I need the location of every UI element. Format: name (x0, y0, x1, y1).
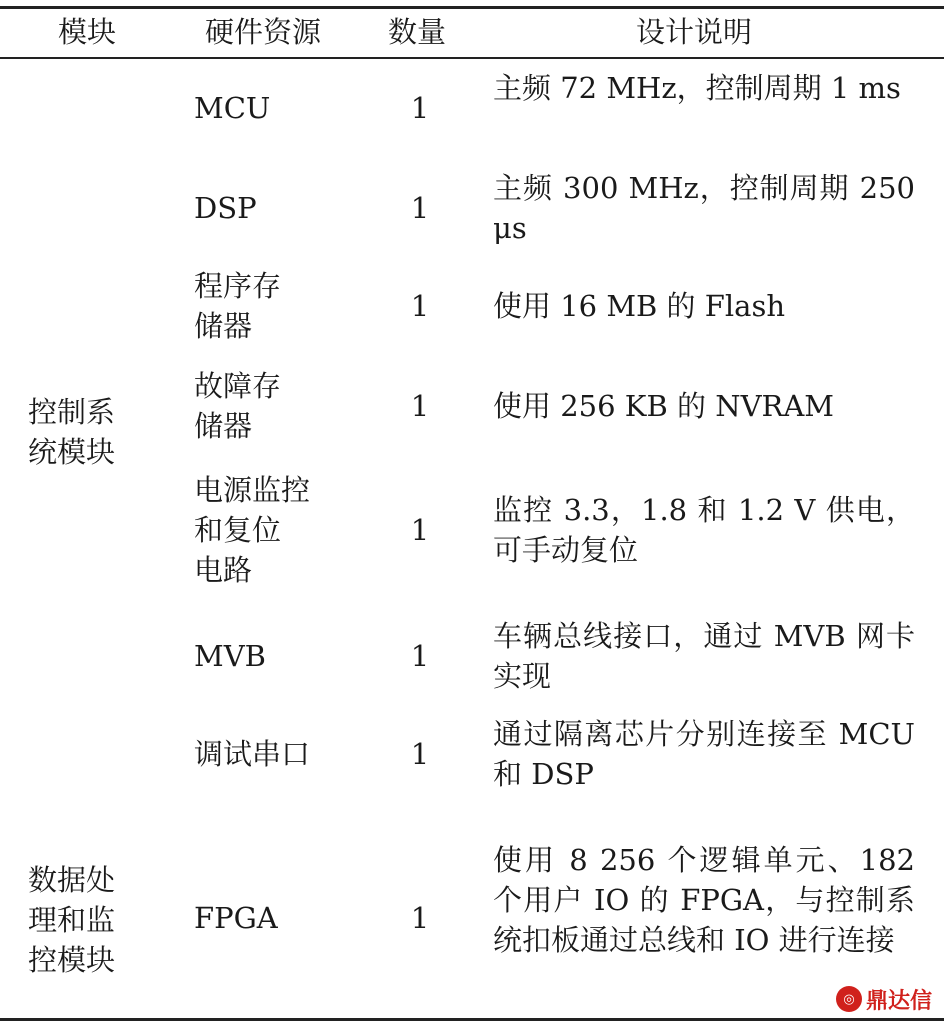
resource-cell: 电源监控 和复位 电路 (194, 473, 311, 587)
table-bottom-rule (0, 1018, 944, 1021)
quantity-cell: 1 (410, 389, 430, 423)
header-description: 设计说明 (636, 15, 753, 49)
description-cell: 监控 3.3，1.8 和 1.2 V 供电，可手动复位 (493, 493, 915, 567)
quantity-cell: 1 (410, 191, 430, 225)
table-top-rule (0, 6, 944, 9)
resource-cell: DSP (194, 191, 257, 225)
description-cell: 车辆总线接口，通过 MVB 网卡实现 (493, 619, 915, 693)
module-data-processing: 数据处 理和监 控模块 (28, 863, 116, 977)
resource-cell: 故障存 储器 (194, 369, 282, 443)
resource-cell: MVB (194, 639, 266, 673)
dingdaxin-logo-icon: ◎ (836, 986, 862, 1012)
quantity-cell: 1 (410, 639, 430, 673)
description-cell: 使用 16 MB 的 Flash (493, 289, 786, 323)
watermark (836, 984, 932, 1014)
header-rule (0, 57, 944, 59)
resource-cell: FPGA (194, 901, 278, 935)
quantity-cell: 1 (410, 513, 430, 547)
quantity-cell: 1 (410, 91, 430, 125)
header-module: 模块 (58, 15, 117, 49)
description-cell: 使用 256 KB 的 NVRAM (493, 389, 834, 423)
watermark-text: 鼎达信 (865, 988, 932, 1014)
header-resource: 硬件资源 (205, 15, 322, 49)
description-cell: 主频 300 MHz，控制周期 250 μs (493, 171, 915, 245)
quantity-cell: 1 (410, 289, 430, 323)
description-cell: 主频 72 MHz，控制周期 1 ms (493, 71, 901, 105)
resource-cell: MCU (194, 91, 271, 125)
quantity-cell: 1 (410, 901, 430, 935)
module-control-system: 控制系 统模块 (28, 395, 116, 469)
description-cell: 通过隔离芯片分别连接至 MCU 和 DSP (493, 717, 915, 791)
description-cell: 使用 8 256 个逻辑单元、182 个用户 IO 的 FPGA，与控制系统扣板通过总线和 IO 进行连接 (493, 843, 915, 957)
resource-cell: 程序存 储器 (194, 269, 282, 343)
header-quantity: 数量 (388, 15, 447, 49)
resource-cell: 调试串口 (194, 737, 311, 771)
quantity-cell: 1 (410, 737, 430, 771)
